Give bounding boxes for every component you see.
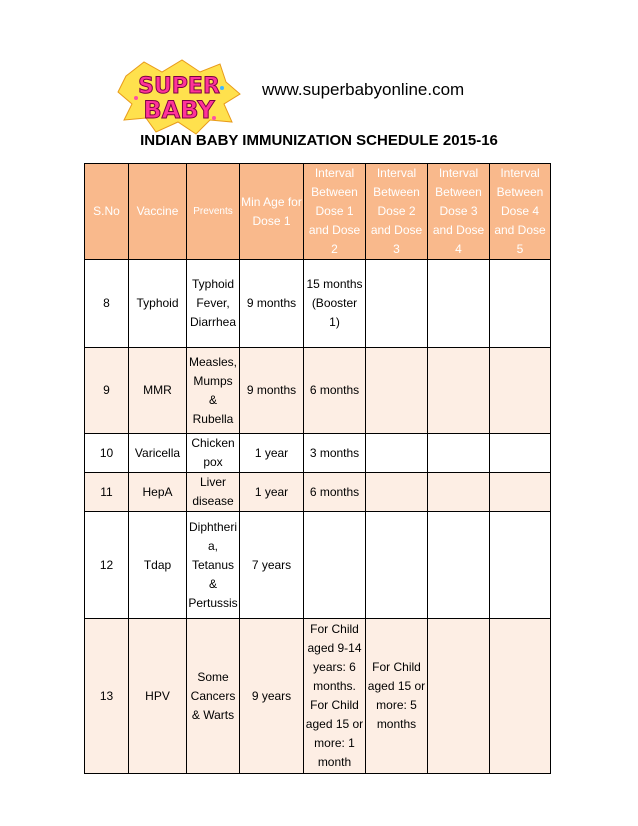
cell-vaccine: MMR (129, 348, 187, 434)
cell-interval-3-4 (428, 512, 490, 619)
cell-interval-1-2 (304, 512, 366, 619)
cell-sno: 11 (85, 473, 129, 512)
cell-interval-2-3: For Child aged 15 or more: 5 months (366, 619, 428, 774)
table-row (85, 260, 551, 348)
cell-interval-4-5 (490, 473, 551, 512)
cell-vaccine: Varicella (129, 434, 187, 473)
cell-interval-2-3 (366, 434, 428, 473)
cell-vaccine: HPV (129, 619, 187, 774)
header-interval-3-4: Interval Between Dose 3 and Dose 4 (428, 164, 490, 260)
table-row (85, 434, 551, 473)
website-url[interactable]: www.superbabyonline.com (262, 80, 465, 99)
cell-interval-3-4 (428, 260, 490, 348)
svg-text:BABY: BABY (143, 96, 215, 124)
cell-prevents: Liver disease (187, 473, 240, 512)
cell-interval-1-2: 3 months (304, 434, 366, 473)
immunization-table (84, 163, 551, 774)
super-baby-logo (116, 58, 242, 136)
table-row (85, 619, 551, 774)
cell-min-age: 7 years (240, 512, 304, 619)
cell-interval-1-2: 6 months (304, 348, 366, 434)
table-row (85, 473, 551, 512)
cell-interval-3-4 (428, 619, 490, 774)
page-title: INDIAN BABY IMMUNIZATION SCHEDULE 2015-16 (140, 132, 498, 149)
cell-interval-4-5 (490, 619, 551, 774)
cell-sno: 12 (85, 512, 129, 619)
cell-prevents: Diphtheria, Tetanus & Pertussis (187, 512, 240, 619)
header-interval-1-2: Interval Between Dose 1 and Dose 2 (304, 164, 366, 260)
cell-sno: 9 (85, 348, 129, 434)
cell-interval-4-5 (490, 348, 551, 434)
cell-sno: 10 (85, 434, 129, 473)
svg-text:SUPER: SUPER (138, 74, 220, 99)
cell-interval-2-3 (366, 512, 428, 619)
cell-interval-3-4 (428, 434, 490, 473)
cell-min-age: 1 year (240, 434, 304, 473)
header-interval-4-5: Interval Between Dose 4 and Dose 5 (490, 164, 551, 260)
cell-prevents: Measles, Mumps & Rubella (187, 348, 240, 434)
cell-prevents: Typhoid Fever, Diarrhea (187, 260, 240, 348)
table-header-row (85, 164, 551, 260)
cell-interval-1-2: For Child aged 9-14 years: 6 months. For Child aged 15 or more: 1 month (304, 619, 366, 774)
cell-interval-1-2: 15 months (Booster 1) (304, 260, 366, 348)
cell-vaccine: Typhoid (129, 260, 187, 348)
cell-vaccine: HepA (129, 473, 187, 512)
cell-interval-2-3 (366, 473, 428, 512)
cell-min-age: 9 months (240, 260, 304, 348)
cell-sno: 8 (85, 260, 129, 348)
cell-interval-1-2: 6 months (304, 473, 366, 512)
cell-min-age: 9 years (240, 619, 304, 774)
header-min-age: Min Age for Dose 1 (240, 164, 304, 260)
cell-min-age: 9 months (240, 348, 304, 434)
cell-interval-3-4 (428, 473, 490, 512)
cell-sno: 13 (85, 619, 129, 774)
cell-interval-4-5 (490, 512, 551, 619)
header-vaccine: Vaccine (129, 164, 187, 260)
cell-prevents: Chicken pox (187, 434, 240, 473)
table-row (85, 512, 551, 619)
header-sno: S.No (85, 164, 129, 260)
cell-interval-4-5 (490, 260, 551, 348)
table-row (85, 348, 551, 434)
cell-interval-4-5 (490, 434, 551, 473)
header-interval-2-3: Interval Between Dose 2 and Dose 3 (366, 164, 428, 260)
header-prevents: Prevents (187, 164, 240, 260)
cell-vaccine: Tdap (129, 512, 187, 619)
cell-min-age: 1 year (240, 473, 304, 512)
cell-interval-2-3 (366, 260, 428, 348)
cell-interval-3-4 (428, 348, 490, 434)
cell-prevents: Some Cancers & Warts (187, 619, 240, 774)
cell-interval-2-3 (366, 348, 428, 434)
